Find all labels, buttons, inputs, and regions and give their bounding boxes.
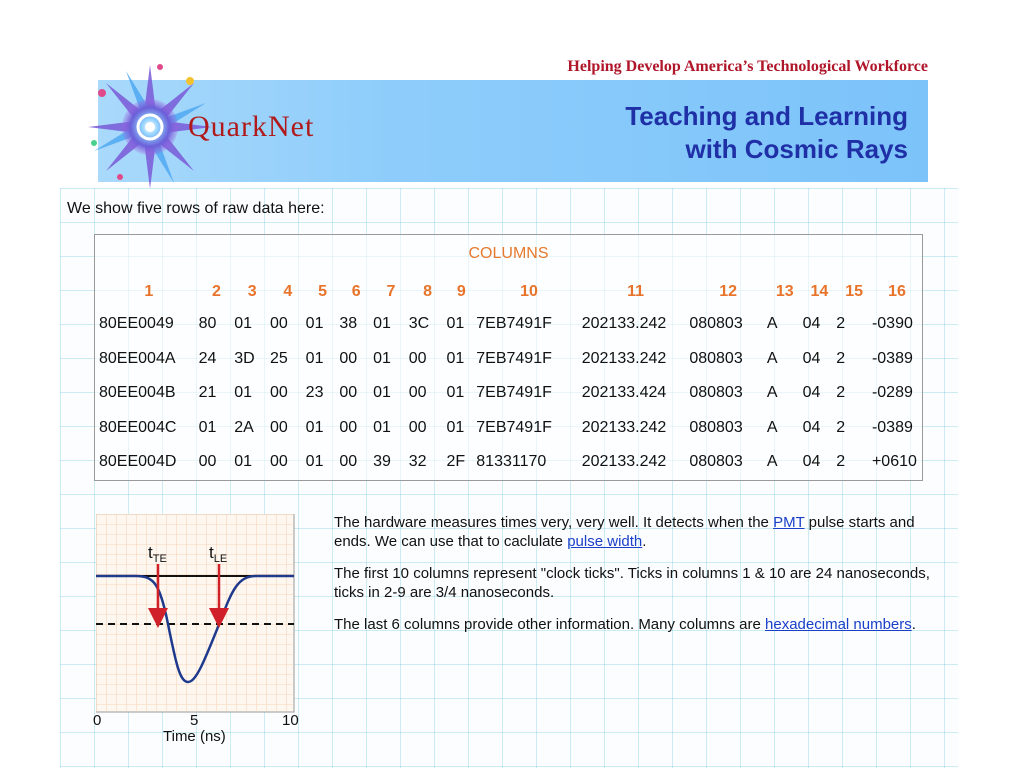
table-cell: 2F: [446, 453, 466, 471]
table-cell: 01: [234, 384, 253, 402]
hexadecimal-numbers-link[interactable]: hexadecimal numbers: [765, 616, 912, 633]
table-cell: 01: [234, 453, 253, 471]
table-cell: 7EB7491F: [476, 418, 552, 436]
table-cell: 7EB7491F: [476, 349, 552, 367]
column-header: 6: [351, 283, 361, 300]
table-cell: 00: [339, 418, 358, 436]
table-cell: 39: [373, 453, 391, 471]
table-cell: 04: [802, 418, 821, 436]
table-cell: 01: [305, 349, 324, 367]
table-cell: 7EB7491F: [476, 315, 552, 333]
column-header: 7: [386, 283, 396, 300]
table-cell: 04: [802, 384, 821, 402]
table-body: [99, 307, 922, 480]
table-cell: 01: [198, 418, 217, 436]
table-cell: -0289: [871, 384, 913, 402]
table-cell: 01: [305, 453, 324, 471]
pulse-graph-svg: [96, 514, 296, 714]
pulse-width-link[interactable]: pulse width: [567, 533, 643, 550]
column-header: 10: [520, 283, 538, 300]
x-tick-10: 10: [282, 712, 299, 729]
table-cell: -0389: [871, 349, 913, 367]
table-cell: 80EE0049: [99, 315, 174, 333]
table-cell: 080803: [689, 349, 743, 367]
table-cell: 202133.424: [581, 384, 667, 402]
column-header: 9: [456, 283, 466, 300]
table-row: [99, 376, 922, 411]
table-row: [99, 342, 922, 377]
table-cell: -0389: [871, 418, 913, 436]
table-cell: 7EB7491F: [476, 384, 552, 402]
table-cell: 23: [305, 384, 324, 402]
table-row: [99, 307, 922, 342]
table-cell: A: [766, 349, 778, 367]
table-cell: 00: [270, 453, 288, 471]
table-cell: +0610: [871, 453, 917, 471]
table-cell: 80: [198, 315, 217, 333]
x-axis-label: Time (ns): [163, 728, 226, 745]
column-header: 15: [845, 283, 864, 300]
paragraph-1-text-c: .: [642, 533, 647, 550]
column-header: 3: [247, 283, 257, 300]
raw-data-table-panel: [94, 234, 923, 481]
raw-data-table: [99, 277, 922, 480]
table-cell: 80EE004B: [99, 384, 176, 402]
column-header: 5: [318, 283, 327, 300]
table-cell: A: [766, 384, 778, 402]
paragraph-1-text-b: pulse starts and ends. We can use that to caclulate: [334, 514, 915, 550]
column-header: 16: [888, 283, 906, 300]
table-cell: 00: [198, 453, 217, 471]
table-cell: 32: [408, 453, 427, 471]
table-cell: 080803: [689, 418, 743, 436]
table-cell: 01: [373, 418, 391, 436]
pmt-link[interactable]: PMT: [773, 514, 805, 531]
table-row: [99, 445, 922, 480]
column-header: 12: [719, 283, 737, 300]
table-cell: 2: [836, 349, 846, 367]
table-cell: 080803: [689, 315, 743, 333]
paragraph-3-text-a: The last 6 columns provide other information. Many columns are: [334, 616, 766, 633]
table-cell: 00: [270, 418, 288, 436]
column-header: 8: [423, 283, 433, 300]
table-cell: A: [766, 453, 778, 471]
table-cell: 00: [408, 384, 427, 402]
table-cell: A: [766, 418, 778, 436]
table-cell: 01: [373, 349, 391, 367]
logo-wordmark: QuarkNet: [188, 110, 315, 143]
column-header: 1: [144, 283, 154, 300]
column-header: 14: [810, 283, 829, 300]
page-title-line-2: with Cosmic Rays: [685, 134, 908, 164]
table-cell: 01: [373, 384, 391, 402]
table-cell: -0390: [871, 315, 913, 333]
table-cell: 81331170: [476, 453, 547, 471]
tagline: Helping Develop America’s Technological Workforce: [567, 58, 928, 75]
paragraph-3-text-b: .: [911, 616, 916, 633]
table-cell: 80EE004C: [99, 418, 177, 436]
table-cell: 202133.242: [581, 453, 667, 471]
table-cell: 2: [836, 384, 846, 402]
table-cell: 01: [446, 384, 465, 402]
column-header: 13: [775, 283, 794, 300]
table-cell: 3D: [234, 349, 255, 367]
table-cell: 00: [339, 384, 358, 402]
column-header: 4: [283, 283, 293, 300]
explanation-text: [334, 513, 934, 647]
table-cell: 25: [270, 349, 288, 367]
table-cell: 80EE004A: [99, 349, 176, 367]
table-cell: 01: [373, 315, 391, 333]
intro-text: We show five rows of raw data here:: [67, 200, 325, 217]
table-cell: 2: [836, 418, 846, 436]
paragraph-3: [334, 615, 934, 634]
x-tick-0: 0: [93, 712, 102, 729]
paragraph-1: [334, 513, 934, 551]
column-header: 11: [627, 283, 644, 300]
x-tick-5: 5: [190, 712, 199, 729]
table-cell: 3C: [408, 315, 430, 333]
table-cell: 00: [408, 349, 427, 367]
table-cell: 01: [234, 315, 253, 333]
table-cell: 202133.242: [581, 418, 667, 436]
table-cell: 2A: [234, 418, 254, 436]
table-cell: 202133.242: [581, 349, 667, 367]
table-cell: 080803: [689, 453, 743, 471]
page-title: [625, 100, 908, 166]
label-tte: $t_{TE}$: [148, 543, 167, 565]
table-header-row: [99, 277, 922, 307]
table-cell: 01: [446, 418, 465, 436]
table-cell: 01: [305, 315, 324, 333]
label-tle: $t_{LE}$: [209, 543, 228, 565]
paragraph-1-text-a: The hardware measures times very, very well. It detects when the: [334, 514, 774, 531]
table-cell: 202133.242: [581, 315, 667, 333]
table-cell: 00: [339, 349, 358, 367]
page-title-line-1: Teaching and Learning: [625, 101, 908, 131]
table-cell: 38: [339, 315, 358, 333]
column-header: 2: [211, 283, 221, 300]
table-cell: 2: [836, 453, 846, 471]
table-cell: 24: [198, 349, 217, 367]
table-cell: 01: [446, 349, 465, 367]
paragraph-2: The first 10 columns represent "clock ticks". Ticks in columns 1 & 10 are 24 nanoseconds, ticks in 2-9 are 3/4 nanoseconds.: [334, 565, 930, 601]
table-cell: A: [766, 315, 778, 333]
graph-gridlines: [96, 514, 294, 712]
table-cell: 00: [270, 384, 288, 402]
columns-title: COLUMNS: [468, 245, 549, 262]
table-cell: 080803: [689, 384, 743, 402]
table-cell: 2: [836, 315, 846, 333]
table-cell: 80EE004D: [99, 453, 177, 471]
table-cell: 04: [802, 453, 821, 471]
table-cell: 01: [446, 315, 465, 333]
table-cell: 04: [802, 315, 821, 333]
table-row: [99, 411, 922, 446]
table-cell: 21: [198, 384, 217, 402]
pmt-pulse-graph: [96, 514, 296, 714]
table-cell: 00: [270, 315, 288, 333]
table-cell: 04: [802, 349, 821, 367]
table-cell: 00: [339, 453, 358, 471]
table-cell: 01: [305, 418, 324, 436]
table-cell: 00: [408, 418, 427, 436]
